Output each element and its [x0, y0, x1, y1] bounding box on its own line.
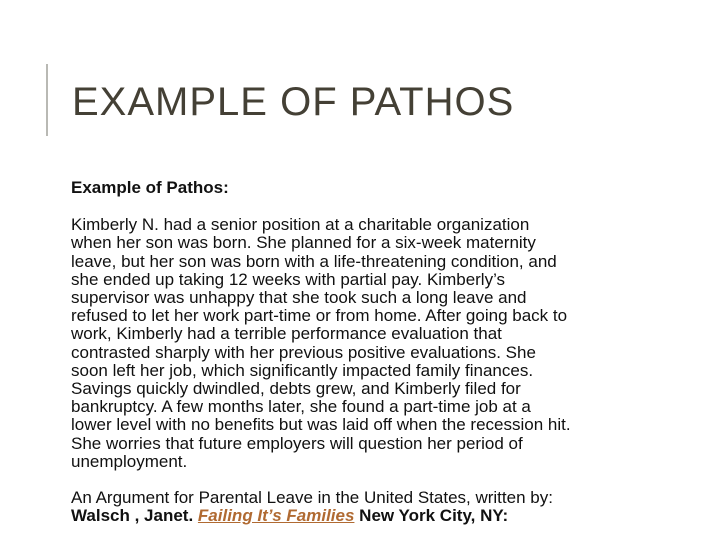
paragraph-line: she ended up taking 12 weeks with partial pay. Kimberly’s — [71, 269, 506, 289]
citation-line-2 — [71, 507, 671, 525]
paragraph-line: when her son was born. She planned for a six-week maternity — [71, 233, 536, 253]
paragraph-line: unemployment. — [71, 451, 188, 471]
paragraph-line: refused to let her work part-time or from home. After going back to — [71, 306, 568, 326]
example-paragraph — [71, 216, 671, 471]
paragraph-line: supervisor was unhappy that she took such a long leave and — [71, 288, 527, 308]
citation — [71, 489, 671, 525]
paragraph-line: Kimberly N. had a senior position at a charitable organization — [71, 215, 530, 235]
paragraph-line: lower level with no benefits but was laid off when the recession hit. — [71, 415, 571, 435]
slide-title: EXAMPLE OF PATHOS — [72, 80, 515, 124]
title-accent-bar — [46, 64, 48, 136]
example-heading: Example of Pathos: — [71, 178, 229, 197]
paragraph-line: leave, but her son was born with a life-threatening condition, and — [71, 251, 557, 271]
citation-title-link[interactable]: Failing It’s Families — [197, 506, 355, 526]
paragraph-line: Savings quickly dwindled, debts grew, and Kimberly filed for — [71, 379, 521, 399]
paragraph-line: soon left her job, which significantly impacted family finances. — [71, 360, 534, 380]
paragraph-line: bankruptcy. A few months later, she found a part-time job at a — [71, 397, 531, 417]
citation-line-1: An Argument for Parental Leave in the United States, written by: — [71, 488, 553, 508]
citation-place: New York City, NY: — [359, 506, 509, 526]
paragraph-line: contrasted sharply with her previous positive evaluations. She — [71, 342, 536, 362]
paragraph-line: work, Kimberly had a terrible performance evaluation that — [71, 324, 502, 344]
paragraph-line: She worries that future employers will question her period of — [71, 433, 523, 453]
citation-author: Walsch , Janet. — [71, 506, 194, 526]
slide-body — [71, 179, 671, 525]
